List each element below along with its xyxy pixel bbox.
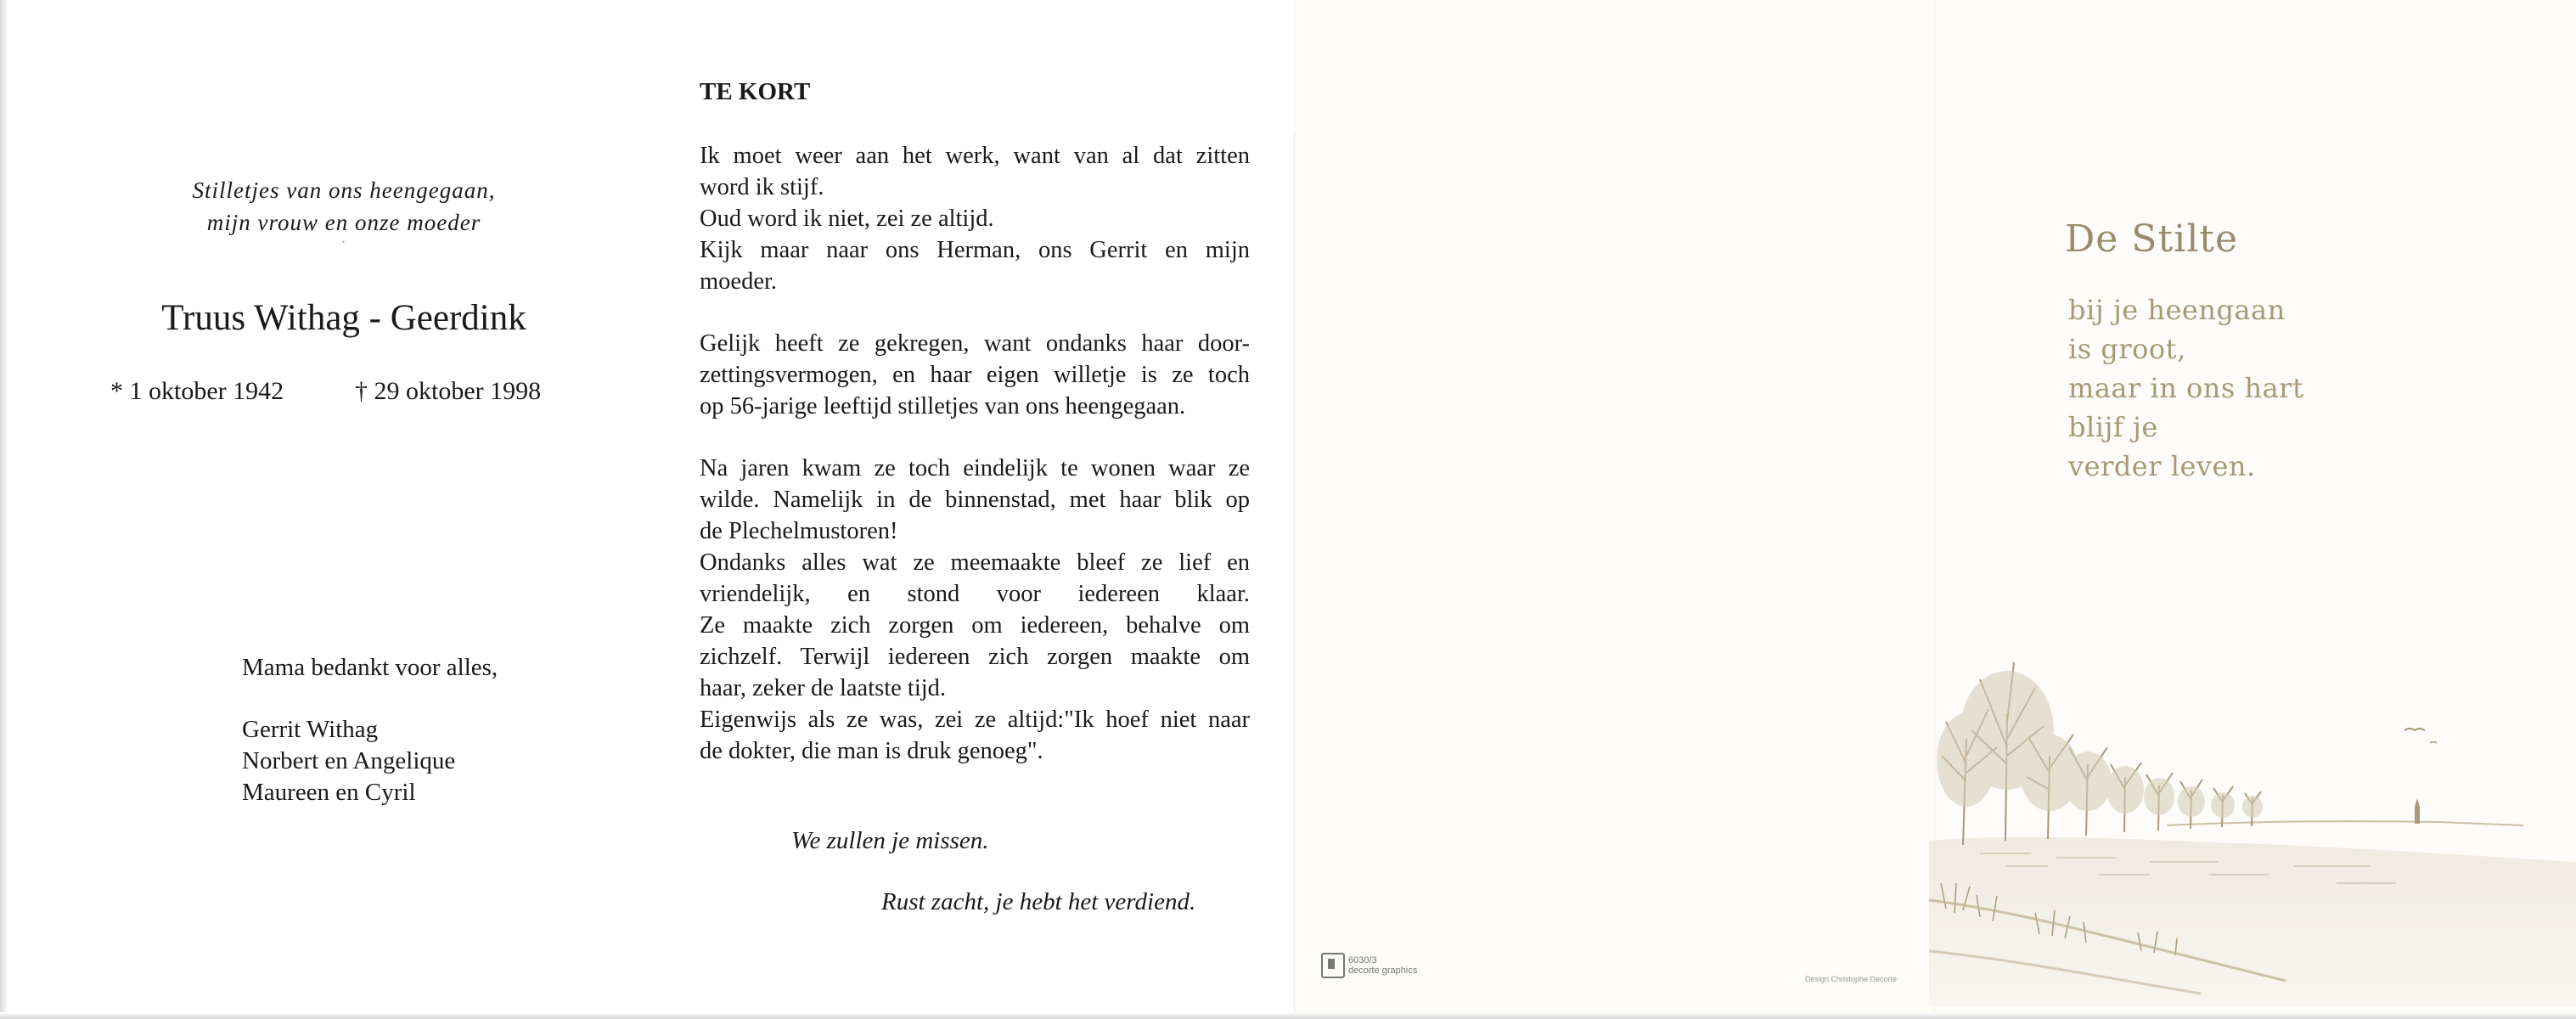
poem-line: de Plechelmustoren! [700, 518, 898, 544]
closing-line-1: We zullen je missen. [791, 827, 989, 854]
sheet-edge-shadow [0, 0, 8, 1016]
landscape-illustration [1929, 628, 2576, 1006]
poem-line: Ondanks alles wat ze meemaakte bleef ze lief en [700, 549, 1250, 576]
poem-line: haar, zeker de laatste tijd. [700, 675, 947, 701]
bottom-edge-shadow [0, 1012, 2576, 1019]
poem-line: Ze maakte zich zorgen om iedereen, behalve om [700, 612, 1250, 639]
closing-line-2: Rust zacht, je hebt het verdiend. [881, 888, 1196, 915]
poem-paragraph [700, 328, 1250, 422]
poem-line: Gelijk heeft ze gekregen, want ondanks haar door- [700, 330, 1250, 357]
cover-verse-line: blijf je [2068, 411, 2158, 443]
cover-verse-line: bij je heengaan [2068, 294, 2286, 326]
poem-paragraph [700, 453, 1250, 767]
intro-line-2: mijn vrouw en onze moeder [206, 210, 481, 235]
center-fold-line [1294, 132, 1295, 1015]
poem-line: word ik stijf. [700, 174, 824, 200]
cover-verse-line: maar in ons hart [2068, 372, 2304, 404]
intro-line-1: Stilletjes van ons heengegaan, [192, 177, 496, 203]
logo-code: 6030/3 [1348, 955, 1377, 966]
cover-verse [2068, 290, 2303, 486]
publisher-logo-icon [1321, 953, 1345, 978]
birth-date: * 1 oktober 1942 [110, 377, 284, 405]
poem-line: op 56-jarige leeftijd stilletjes van ons heengegaan. [700, 393, 1186, 419]
death-date: † 29 oktober 1998 [355, 377, 542, 405]
cover-title: De Stilte [2065, 217, 2238, 261]
thanks-line: Mama bedankt voor alles, [242, 654, 498, 681]
poem-title: TE KORT [700, 78, 811, 105]
logo-brand: decorte graphics [1348, 966, 1418, 976]
design-credit: Design Christophe Decorte [1805, 975, 1898, 983]
publisher-logo [1321, 953, 1417, 978]
poem-line: Oud word ik niet, zei ze altijd. [700, 205, 994, 232]
poem-line: wilde. Namelijk in de binnenstad, met haar blik op [700, 487, 1250, 513]
deceased-name: Truus Withag - Geerdink [161, 298, 526, 338]
intro-text [127, 174, 560, 251]
poem-paragraph [700, 140, 1250, 297]
poem-line: zettingsvermogen, en haar eigen willetje is ze toch [700, 362, 1250, 388]
poem-line: vriendelijk, en stond voor iedereen klaar. [700, 581, 1250, 607]
poem-line: Kijk maar naar ons Herman, ons Gerrit en mijn [700, 237, 1250, 263]
decorative-dot: · [340, 235, 347, 250]
family-member: Gerrit Withag [242, 716, 379, 743]
poem-body [700, 140, 1250, 797]
thanks-block [242, 652, 498, 808]
family-member: Norbert en Angelique [242, 747, 456, 774]
poem-line: Na jaren kwam ze toch eindelijk te wonen waar ze [700, 455, 1250, 481]
poem-line: zichzelf. Terwijl iedereen zich zorgen maakte om [700, 644, 1250, 670]
poem-line: moeder. [700, 268, 778, 295]
family-member: Maureen en Cyril [242, 779, 416, 806]
poem-line: Eigenwijs als ze was, zei ze altijd:"Ik hoef niet naar [700, 707, 1250, 733]
cover-verse-line: is groot, [2068, 333, 2186, 365]
poem-line: de dokter, die man is druk genoeg". [700, 738, 1043, 764]
cover-verse-line: verder leven. [2068, 450, 2256, 482]
poem-line: Ik moet weer aan het werk, want van al dat zitten [700, 143, 1250, 169]
